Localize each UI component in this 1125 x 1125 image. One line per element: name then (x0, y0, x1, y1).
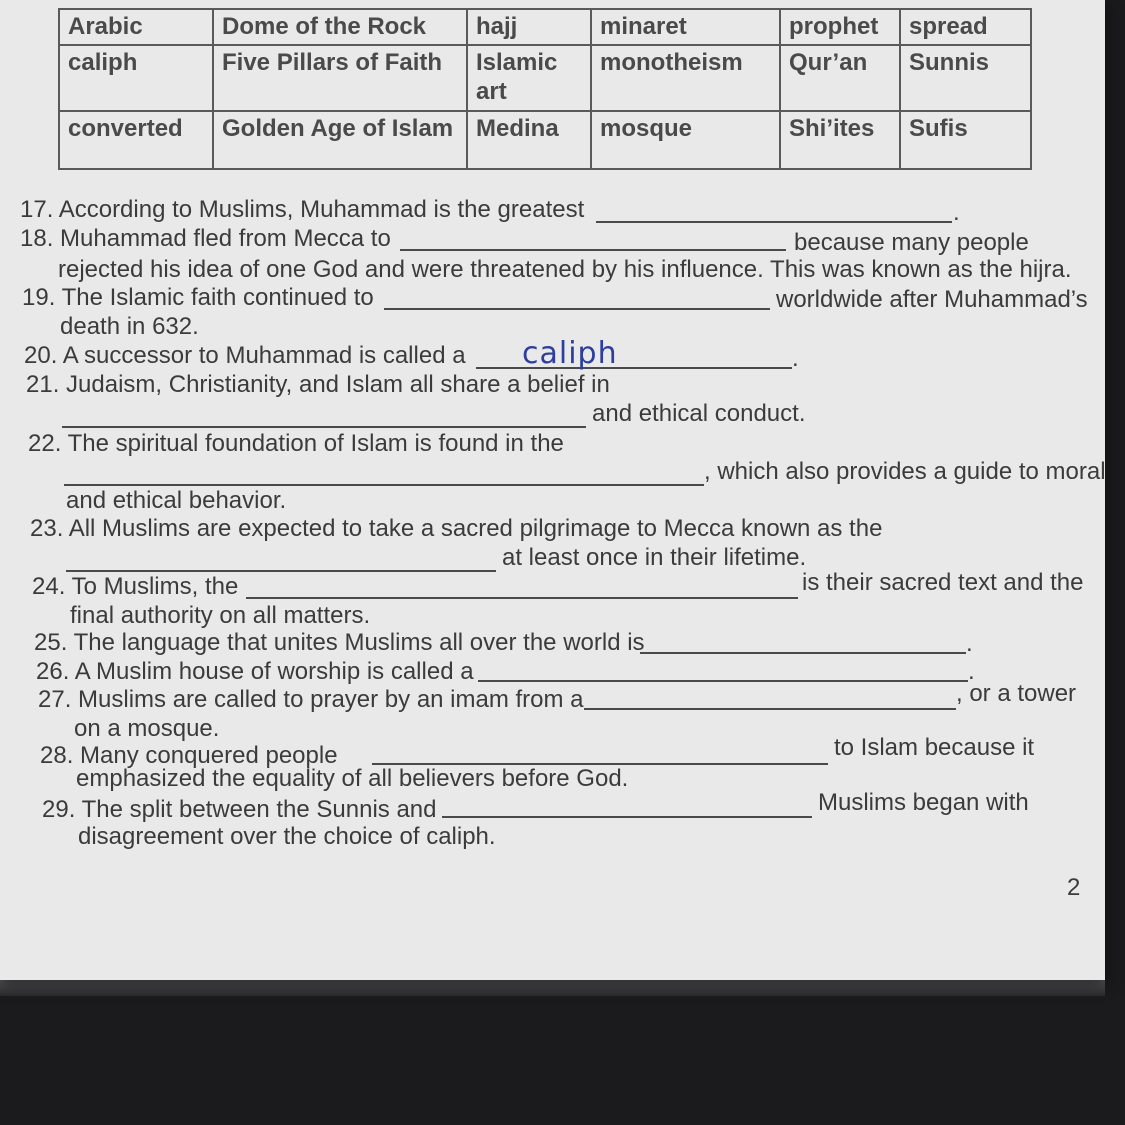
question-21-text-after: and ethical conduct. (592, 400, 806, 427)
question-26-end: . (968, 658, 975, 685)
word-cell: Arabic (59, 9, 213, 45)
question-24-text: 24. To Muslims, the (32, 573, 239, 600)
question-19-text: 19. The Islamic faith continued to (22, 284, 374, 311)
question-18-text-after: because many people (794, 229, 1029, 256)
question-22-text-after: , which also provides a guide to moral (704, 458, 1106, 485)
question-25-blank[interactable] (640, 652, 966, 654)
question-28-continuation: emphasized the equality of all believers before God. (76, 765, 629, 792)
question-27-text: 27. Muslims are called to prayer by an imam from a (38, 686, 584, 713)
question-22-blank[interactable] (64, 484, 704, 486)
word-bank-row (59, 9, 1031, 45)
question-19-text-after: worldwide after Muhammad’s (776, 286, 1088, 313)
word-cell: hajj (467, 9, 591, 45)
question-20-handwritten-answer: caliph (522, 336, 618, 371)
word-cell: monotheism (591, 45, 780, 111)
word-cell: Sunnis (900, 45, 1031, 111)
question-18-continuation: rejected his idea of one God and were threatened by his influence. This was known as the hijra. (58, 256, 1072, 283)
question-24-blank[interactable] (246, 597, 798, 599)
question-28-text: 28. Many conquered people (40, 742, 338, 769)
question-27-blank[interactable] (584, 708, 956, 710)
word-cell: Islamic art (467, 45, 591, 111)
word-bank-row (59, 45, 1031, 111)
question-22-continuation: and ethical behavior. (66, 487, 287, 514)
question-18-blank[interactable] (400, 249, 786, 251)
question-23-blank[interactable] (66, 570, 496, 572)
question-29-text-after: Muslims began with (818, 789, 1029, 816)
question-21-text: 21. Judaism, Christianity, and Islam all share a belief in (26, 371, 610, 398)
question-28-text-after: to Islam because it (834, 734, 1035, 761)
word-cell: Five Pillars of Faith (213, 45, 467, 111)
word-cell: prophet (780, 9, 900, 45)
question-17-blank[interactable] (596, 221, 952, 223)
page-number: 2 (1067, 874, 1081, 901)
word-bank-row (59, 111, 1031, 169)
word-cell: Qur’an (780, 45, 900, 111)
question-18-text: 18. Muhammad fled from Mecca to (20, 225, 391, 252)
question-26-blank[interactable] (478, 680, 968, 682)
question-24-text-after: is their sacred text and the (802, 569, 1084, 596)
word-cell: Dome of the Rock (213, 9, 467, 45)
word-cell: caliph (59, 45, 213, 111)
word-cell: minaret (591, 9, 780, 45)
question-29-text: 29. The split between the Sunnis and (42, 796, 437, 823)
word-cell: Sufis (900, 111, 1031, 169)
word-bank-table (58, 8, 1032, 170)
question-21-blank[interactable] (62, 426, 586, 428)
word-cell: converted (59, 111, 213, 169)
background-desk (0, 995, 1125, 1125)
word-cell: Golden Age of Islam (213, 111, 467, 169)
word-cell: Shi’ites (780, 111, 900, 169)
question-26-text: 26. A Muslim house of worship is called a (36, 658, 474, 685)
question-17-end: . (953, 199, 960, 226)
word-cell: mosque (591, 111, 780, 169)
question-22-text: 22. The spiritual foundation of Islam is found in the (28, 430, 564, 457)
question-23-text: 23. All Muslims are expected to take a sacred pilgrimage to Mecca known as the (30, 515, 883, 542)
word-cell: spread (900, 9, 1031, 45)
question-20-text: 20. A successor to Muhammad is called a (24, 342, 466, 369)
question-29-blank[interactable] (442, 816, 812, 818)
question-25-end: . (966, 630, 973, 657)
question-23-text-after: at least once in their lifetime. (502, 544, 807, 571)
word-cell: Medina (467, 111, 591, 169)
question-17-text: 17. According to Muslims, Muhammad is the greatest (20, 196, 585, 223)
question-29-continuation: disagreement over the choice of caliph. (78, 823, 496, 850)
question-27-text-after: , or a tower (956, 680, 1077, 707)
question-20-end: . (792, 345, 799, 372)
question-19-blank[interactable] (384, 308, 770, 310)
question-19-continuation: death in 632. (60, 313, 199, 340)
question-24-continuation: final authority on all matters. (70, 602, 371, 629)
question-27-continuation: on a mosque. (74, 715, 220, 742)
paper-edge (0, 978, 1105, 996)
question-25-text: 25. The language that unites Muslims all over the world is (34, 629, 645, 656)
